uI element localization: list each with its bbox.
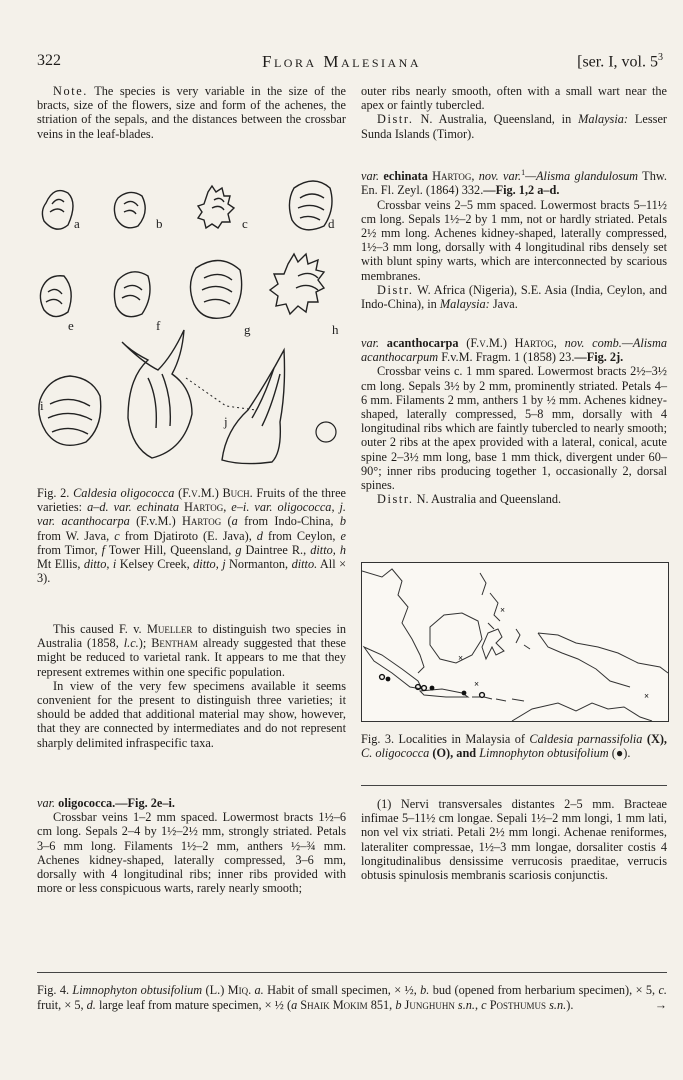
fruit-h-drawing	[270, 254, 324, 314]
figure-2-caption: Fig. 2. Caldesia oligococca (F.v.M.) Buch. Fruits of the three varieties: a–d. var. echinata Hartog, e–i. var. oligococca, j. var. acanthocarpa (F.v.M.) Hartog (a from Indo-China, b from W. Java, c from Djatiroto (E. Java), d from Ceylon, e from Timor, f Tower Hill, Queensland, g Daintree R., ditto, h Mt Ellis, ditto, i Kelsey Creek, ditto, j Normanton, ditto. All × 3).	[37, 486, 347, 586]
footnote-rule	[361, 785, 667, 786]
figure-2-fruits	[36, 178, 346, 468]
map-marker-dot-2	[430, 686, 435, 691]
map-marker-x-newguinea: ×	[644, 691, 650, 701]
fruit-g-drawing	[190, 260, 241, 318]
fig2-label-f: f	[156, 318, 161, 333]
var-echinata-section: var. echinata Hartog, nov. var.$^1$—Alisma glandulosum Thw. En. Fl. Zeyl. (1864) 332.—Fig. 1,2 a–d. Crossbar veins 2–5 mm spaced. Lowermost bracts 5–11½ cm long. Sepals 1½–2 by 1 mm, not or hardly striated. Petals 2½ mm long. Achenes kidney-shaped, laterally compressed, 1½–3 mm long, dorsally with 4 longitudinal ribs densely set with blunt spiny warts, which are interconnected by scarious membranes. Distr. W. Africa (Nigeria), S.E. Asia (India, Ceylon, and Indo-China), in Malaysia: Java.	[361, 168, 667, 311]
map-marker-x-borneo: ×	[458, 653, 464, 663]
fig2-label-b: b	[156, 216, 163, 231]
paragraph-mueller: This caused F. v. Mueller to distinguish two species in Australia (1858, l.c.); Bentham already suggested that these might be reduced to varietal rank. It appears to me that they represent extremes within one specific population.	[37, 622, 347, 679]
fruit-e-drawing	[40, 276, 71, 317]
fig2-label-d: d	[328, 216, 335, 231]
fruit-c-drawing	[198, 186, 234, 228]
figure-3-caption: Fig. 3. Localities in Malaysia of Caldesia parnassifolia (X), C. oligococca (O), and Limnophyton obtusifolium (●).	[361, 732, 667, 761]
figure-4-rule	[37, 972, 667, 973]
continue-arrow: →	[654, 998, 667, 1012]
distribution-1: Distr. N. Australia, Queensland, in Malaysia: Lesser Sunda Islands (Timor).	[361, 112, 667, 141]
map-marker-dot-3	[462, 691, 467, 696]
continued-text: outer ribs nearly smooth, often with a small wart near the apex or faintly tubercled.	[361, 84, 667, 113]
var-oligococca-description: Crossbar veins 1–2 mm spaced. Lowermost bracts 1½–6 cm long. Sepals 2–4 by 1½–2½ mm, strongly striated. Petals 3–6 mm long. Filaments 1½–2 mm, anthers ½–¾ mm. Achenes kidney-shaped, laterally compressed, 3–6 mm, dorsally with 4 longitudinal ribs; inner ribs provided with more or less conspicuous warts, rarely nearly smooth;	[37, 810, 346, 896]
map-marker-x-philippines: ×	[500, 605, 506, 615]
fig2-label-h: h	[332, 322, 339, 337]
fruit-j-right-drawing	[222, 350, 285, 464]
fruit-f-drawing	[114, 272, 150, 317]
fruit-a-drawing	[42, 191, 73, 230]
fruit-b-drawing	[114, 192, 145, 227]
fig2-label-a: a	[74, 216, 80, 231]
figure-4-caption: Fig. 4. Limnophyton obtusifolium (L.) Miq. a. Habit of small specimen, × ½, b. bud (opened from herbarium specimen), × 5, c. fruit, × 5, d. large leaf from mature specimen, × ½ (a Shaik Mokim 851, b Junghuhn s.n., c Posthumus s.n.). →	[37, 983, 667, 1012]
running-title: Flora Malesiana	[262, 52, 421, 71]
fig2-label-j: j	[224, 414, 228, 429]
distribution-3: Distr. N. Australia and Queensland.	[377, 492, 562, 507]
distribution-2: Distr. W. Africa (Nigeria), S.E. Asia (India, Ceylon, and Indo-China), in Malaysia: Java.	[361, 282, 667, 311]
page-number: 322	[37, 52, 61, 69]
fruit-j-left-drawing	[122, 330, 192, 458]
latin-footnote: (1) Nervi transversales distantes 2–5 mm. Bracteae infimae 5–11½ cm longae. Sepali 1½–2 mm longi, 1 mm lati, non vel vix striati. Petali 2½ mm longi. Achenae reniformes, lateraliter compressae, 1½–3 mm longae, dorsaliter costis 4 longitudinalibus densissime verrucosis praeditae, verrucis obtusis spinulosis membranis scariosis conjunctis.	[361, 797, 667, 883]
map-marker-o-1	[380, 675, 385, 680]
paragraph-varieties: In view of the very few specimens available it seems convenient for the present to distinguish three varieties; it should be added that additional material may show, however, that they are connected by intermediates and do not represent sharply delimited infraspecific taxa.	[37, 678, 346, 750]
map-drawing	[362, 563, 668, 721]
fig2-label-i: i	[40, 398, 44, 413]
var-echinata-description: Crossbar veins 2–5 mm spaced. Lowermost bracts 5–11½ cm long. Sepals 1½–2 by 1 mm, not or hardly striated. Petals 2½ mm long. Achenes kidney-shaped, laterally compressed, 1½–3 mm long, dorsally with 4 longitudinal ribs densely set with blunt spiny warts, which are interconnected by scarious membranes.	[361, 197, 667, 283]
fig2-label-c: c	[242, 216, 248, 231]
var-acanthocarpa-section: var. acanthocarpa (F.v.M.) Hartog, nov. comb.—Alisma acanthocarpum F.v.M. Fragm. 1 (1858) 23.—Fig. 2j. Crossbar veins c. 1 mm spared. Lowermost bracts 2½–3½ cm long. Sepals 3½ by 2 mm, prominently striated. Petals 4–6 mm. Filaments 2 mm, anthers 1 by ½ mm. Achenes kidney-shaped, laterally compressed, 5–8 mm, dorsally with 4 longitudinal ribs which are faintly tubercled to nearly smooth; outer 2 ribs at the apex provided with a lateral, conical, acute spine 2–3½ mm long, base 1 mm thick, divergent under 60–90°; inner ribs producing together 1, occasionally 2, dorsal spines. Distr. N. Australia and Queensland.	[361, 336, 667, 507]
series-volume: [ser. I, vol. $5^3$	[577, 52, 663, 71]
map-marker-x-sulawesi: ×	[474, 679, 480, 689]
var-oligococca-section: var. oligococca.—Fig. 2e–i. Crossbar veins 1–2 mm spaced. Lowermost bracts 1½–6 cm long. Sepals 2–4 by 1½–2½ mm, strongly striated. Petals 3–6 mm long. Filaments 1½–2 mm, anthers ½–¾ mm. Achenes kidney-shaped, laterally compressed, 3–6 mm, dorsally with 4 longitudinal ribs; inner ribs provided with more or less conspicuous warts, rarely nearly smooth;	[37, 796, 346, 896]
map-marker-o-3	[422, 686, 427, 691]
figure-3-map	[361, 562, 669, 722]
fig2-label-e: e	[68, 318, 74, 333]
fruit-d-drawing	[289, 181, 332, 230]
fig2-label-g: g	[244, 322, 251, 337]
note-paragraph: Note. The species is very variable in the size of the bracts, size of the flowers, size and form of the achenes, the striation of the sepals, and the distances between the crossbar veins in the leaf-blades.	[37, 84, 346, 141]
map-marker-dot-1	[386, 677, 391, 682]
fruit-i-drawing	[39, 376, 101, 445]
map-marker-o-4	[480, 693, 485, 698]
discussion-paragraphs	[37, 622, 346, 750]
right-column-top	[361, 84, 667, 141]
var-acanthocarpa-description: Crossbar veins c. 1 mm spared. Lowermost bracts 2½–3½ cm long. Sepals 3½ by 2 mm, prominently striated. Petals 4–6 mm. Filaments 2 mm, anthers 1 by ½ mm. Achenes kidney-shaped, laterally compressed, 5–8 mm, dorsally with 4 longitudinal ribs which are faintly tubercled to nearly smooth; outer 2 ribs at the apex provided with a lateral, conical, acute spine 2–3½ mm long, base 1 mm thick, divergent under 60–90°; inner ribs producing together 1, occasionally 2, dorsal spines.	[361, 364, 667, 493]
